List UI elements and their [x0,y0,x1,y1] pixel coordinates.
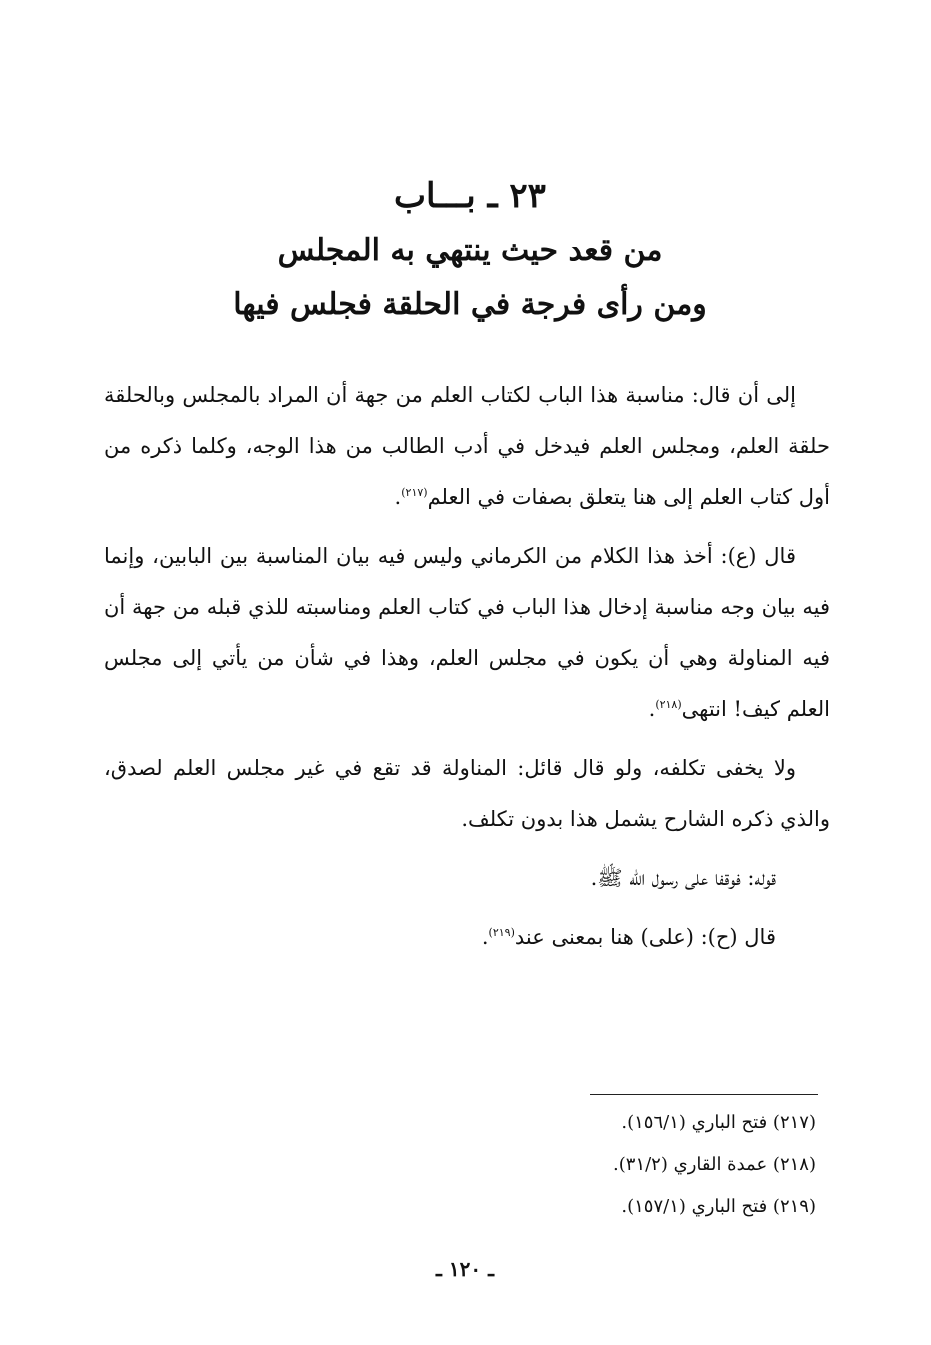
paragraph-5-end: . [481,925,489,949]
body-text [104,370,830,971]
footnote-219: (٢١٩) فتح الباري (١٥٧/١). [621,1196,816,1217]
paragraph-5-text: قال (ح): (على) هنا بمعنى عند [514,925,776,949]
paragraph-1-text: إلى أن قال: مناسبة هذا الباب لكتاب العلم من جهة أن المراد بالمجلس وبالحلقة حلقة العلم، ومجلس العلم فيدخل في أدب الطالب من هذا الوجه، وكلما ذكره من أول كتاب العلم إلى هنا يتعلق بصفات في العلم [104,383,830,509]
footnote-ref-218[interactable]: (٢١٨) [655,698,682,711]
paragraph-2-end: . [648,697,656,721]
paragraph-4-text: قوله: فوقفا على رسول الله ﷺ. [590,866,776,890]
chapter-title-line-1: من قعد حيث ينتهي به المجلس [277,233,663,268]
paragraph-3 [104,743,830,845]
footnote-ref-219[interactable]: (٢١٩) [488,926,515,939]
paragraph-1 [104,370,830,523]
chapter-number: ٢٣ ـ بـــاب [394,176,546,216]
page-number: ـ ١٢٠ ـ [436,1257,494,1281]
paragraph-2 [104,531,830,735]
footnote-separator [590,1094,818,1095]
paragraph-3-text: ولا يخفى تكلفه، ولو قال قائل: المناولة قد تقع في غير مجلس العلم لصدق، والذي ذكره الشارح يشمل هذا بدون تكلف. [104,756,830,831]
paragraph-2-text: قال (ع): أخذ هذا الكلام من الكرماني وليس فيه بيان المناسبة بين البابين، وإنما فيه بيان وجه مناسبة إدخال هذا الباب في كتاب العلم ومناسبته للذي قبله من جهة أن فيه المناولة وهي أن يكون في مجلس العلم، وهذا في شأن من يأتي إلى مجلس العلم كيف! انتهى [104,544,830,721]
footnotes [300,1102,816,1228]
paragraph-4 [104,853,830,904]
footnote-218: (٢١٨) عمدة القاري (٣١/٢). [613,1154,816,1175]
footnote-217: (٢١٧) فتح الباري (١٥٦/١). [621,1112,816,1133]
paragraph-1-end: . [394,485,402,509]
chapter-heading [110,168,830,332]
footnote-ref-217[interactable]: (٢١٧) [401,486,428,499]
chapter-title-line-2: ومن رأى فرجة في الحلقة فجلس فيها [233,287,707,322]
paragraph-5 [104,912,830,963]
